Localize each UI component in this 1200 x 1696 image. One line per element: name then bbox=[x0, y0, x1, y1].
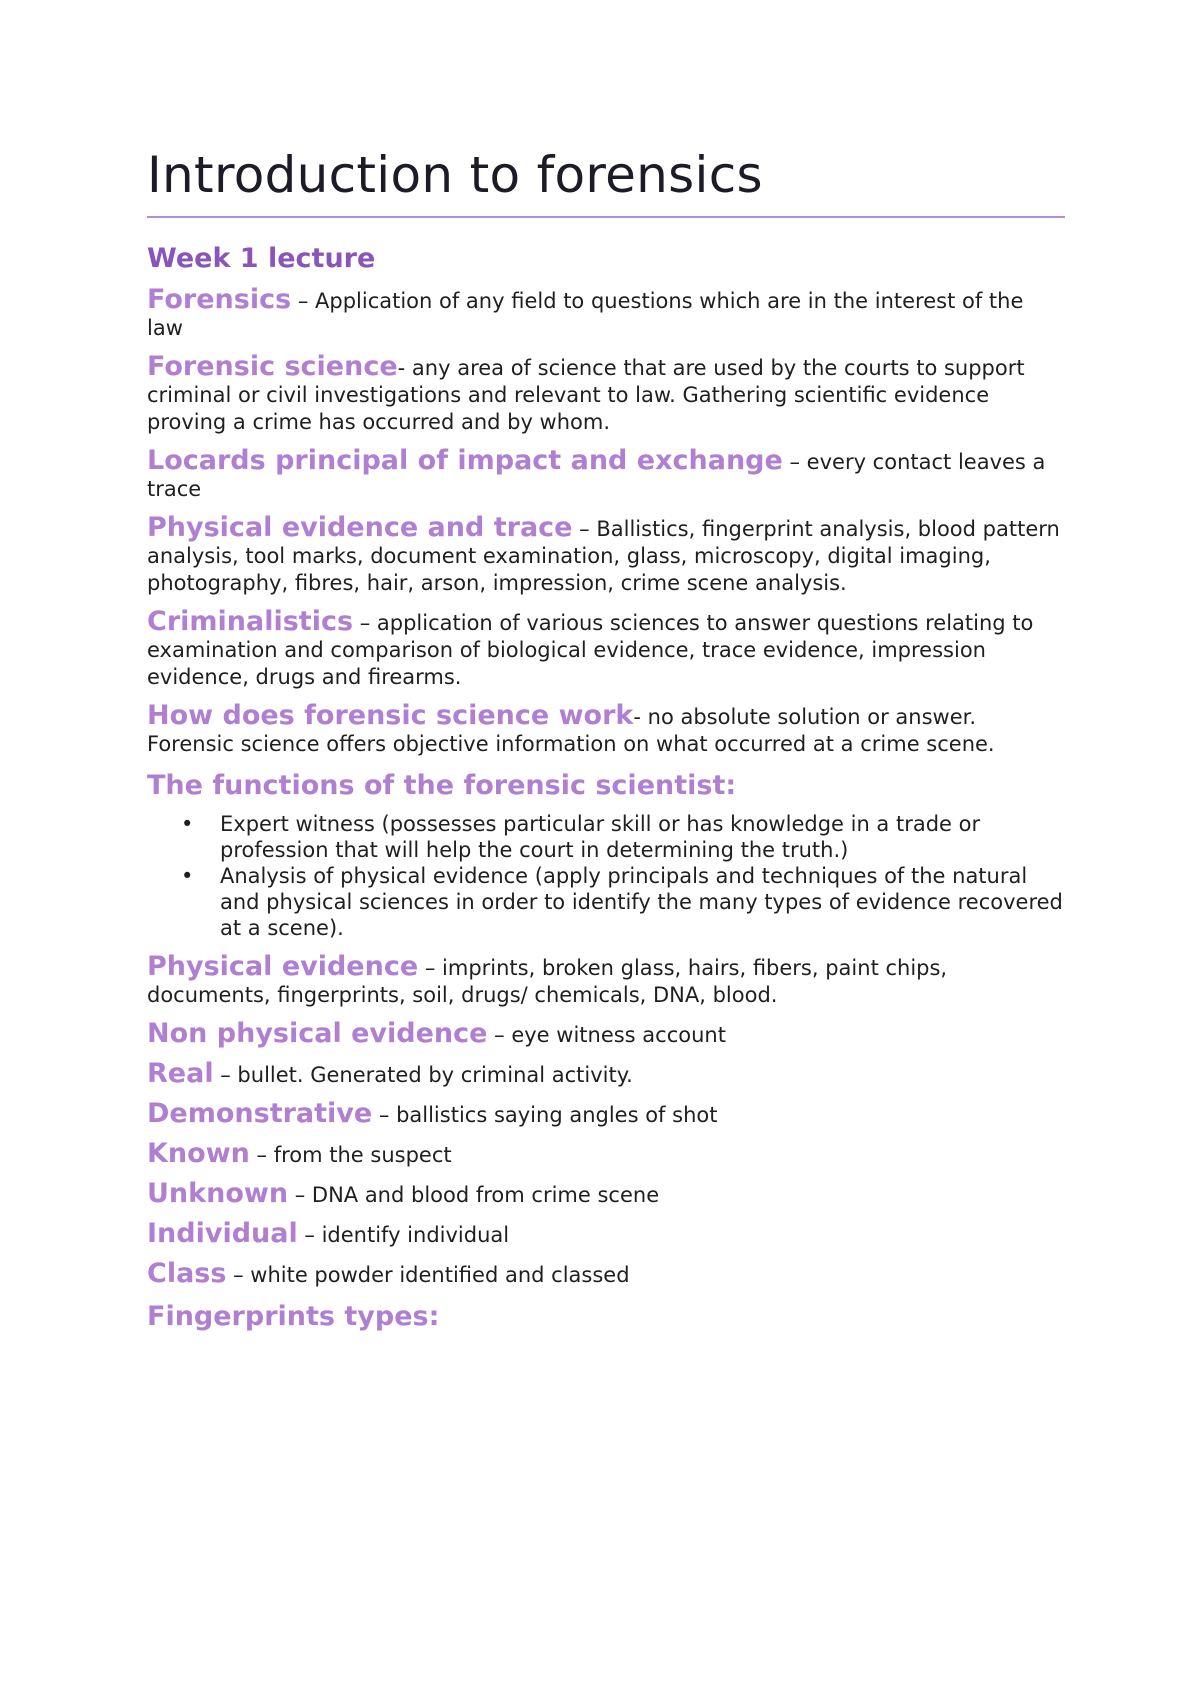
definition-entry bbox=[147, 447, 1065, 503]
definition-term: Individual bbox=[147, 1218, 298, 1249]
definition-text: – application of various sciences to answer questions relating to examination and comparison of biological evidence, trace evidence, impression evidence, drugs and firearms. bbox=[147, 611, 1034, 689]
definition-text: – DNA and blood from crime scene bbox=[288, 1183, 660, 1207]
definition-text: – eye witness account bbox=[487, 1023, 726, 1047]
definition-entry bbox=[147, 286, 1065, 342]
definition-text: – bullet. Generated by criminal activity. bbox=[213, 1063, 633, 1087]
list-item-text: Expert witness (possesses particular skill or has knowledge in a trade or profession that will help the court in determining the truth.) bbox=[220, 812, 981, 862]
definitions-list-2 bbox=[147, 953, 1065, 1289]
section-heading-week-1: Week 1 lecture bbox=[147, 243, 376, 274]
definition-text: – every contact leaves a trace bbox=[147, 450, 1046, 501]
definition-term: Forensics bbox=[147, 284, 292, 315]
definition-term: Unknown bbox=[147, 1178, 289, 1209]
definition-term: Demonstrative bbox=[147, 1098, 373, 1129]
definition-term: Non physical evidence bbox=[147, 1018, 488, 1049]
functions-heading: The functions of the forensic scientist: bbox=[147, 770, 737, 801]
definition-entry bbox=[147, 1020, 1065, 1049]
definition-text: – imprints, broken glass, hairs, fibers, paint chips, documents, fingerprints, soil, drugs/ chemicals, DNA, blood. bbox=[147, 956, 948, 1007]
list-item bbox=[147, 863, 1065, 941]
definition-entry bbox=[147, 608, 1065, 691]
definition-entry bbox=[147, 702, 1065, 758]
bullet-icon: • bbox=[181, 864, 194, 888]
definition-term: Physical evidence and trace bbox=[147, 512, 573, 543]
functions-list bbox=[147, 811, 1065, 941]
definition-text: – ballistics saying angles of shot bbox=[372, 1103, 718, 1127]
definition-text: - any area of science that are used by the courts to support criminal or civil investigations and relevant to law. Gathering scientific evidence proving a crime has occurred and by whom. bbox=[147, 356, 1025, 434]
title-divider bbox=[147, 216, 1065, 218]
definition-term: Forensic science bbox=[147, 351, 398, 382]
definition-term: Known bbox=[147, 1138, 250, 1169]
definition-entry bbox=[147, 1260, 1065, 1289]
fingerprints-heading: Fingerprints types: bbox=[147, 1301, 440, 1332]
definition-text: – from the suspect bbox=[249, 1143, 452, 1167]
definition-entry bbox=[147, 1100, 1065, 1129]
document-page bbox=[147, 140, 1065, 1342]
definition-term: How does forensic science work bbox=[147, 700, 634, 731]
definition-text: – Application of any field to questions which are in the interest of the law bbox=[147, 289, 1024, 340]
definition-term: Class bbox=[147, 1258, 227, 1289]
definition-text: – Ballistics, fingerprint analysis, blood pattern analysis, tool marks, document examination, glass, microscopy, digital imaging, photography, fibres, hair, arson, impression, crime scene analysis. bbox=[147, 517, 1060, 595]
definition-text: – white powder identified and classed bbox=[226, 1263, 630, 1287]
definition-entry bbox=[147, 1220, 1065, 1249]
definition-term: Locards principal of impact and exchange bbox=[147, 445, 783, 476]
list-item-text: Analysis of physical evidence (apply principals and techniques of the natural and physical sciences in order to identify the many types of evidence recovered at a scene). bbox=[220, 864, 1063, 940]
definition-text: - no absolute solution or answer. Forensic science offers objective information on what occurred at a crime scene. bbox=[147, 705, 995, 756]
definition-entry bbox=[147, 1180, 1065, 1209]
definition-text: – identify individual bbox=[297, 1223, 510, 1247]
list-item bbox=[147, 811, 1065, 863]
definition-term: Real bbox=[147, 1058, 214, 1089]
definition-entry bbox=[147, 1140, 1065, 1169]
definitions-list-1 bbox=[147, 286, 1065, 758]
definition-entry bbox=[147, 1060, 1065, 1089]
definition-entry bbox=[147, 353, 1065, 436]
definition-term: Criminalistics bbox=[147, 606, 354, 637]
definition-entry bbox=[147, 953, 1065, 1009]
definition-term: Physical evidence bbox=[147, 951, 419, 982]
definition-entry bbox=[147, 514, 1065, 597]
bullet-icon: • bbox=[181, 812, 194, 836]
page-title: Introduction to forensics bbox=[147, 146, 763, 204]
